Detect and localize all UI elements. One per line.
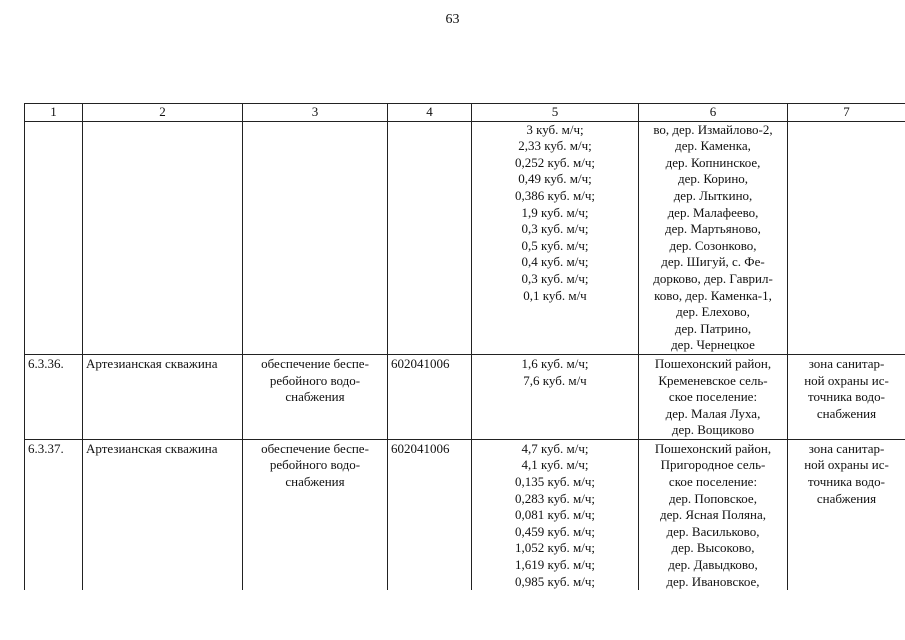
- object-location: Пошехонский район, Пригородное сель- ское поселение: дер. Поповское, дер. Ясная Поляна, дер. Васильково, дер. Высоково, дер. Давыдково, дер. Ивановское,: [639, 439, 788, 590]
- object-capacity: 4,7 куб. м/ч; 4,1 куб. м/ч; 0,135 куб. м/ч; 0,283 куб. м/ч; 0,081 куб. м/ч; 0,459 куб. м/ч; 1,052 куб. м/ч; 1,619 куб. м/ч; 0,985 куб. м/ч;: [472, 439, 639, 590]
- table-row: [25, 121, 905, 354]
- column-header: 2: [83, 104, 243, 122]
- object-zone: зона санитар- ной охраны ис- точника водо- снабжения: [788, 439, 905, 590]
- object-location: Пошехонский район, Кременевское сель- ское поселение: дер. Малая Луха, дер. Вощиково: [639, 354, 788, 439]
- table-row: [25, 439, 905, 590]
- column-header: 3: [243, 104, 388, 122]
- column-header: 7: [788, 104, 905, 122]
- object-name: [83, 121, 243, 354]
- table-row: [25, 354, 905, 439]
- object-capacity: 3 куб. м/ч; 2,33 куб. м/ч; 0,252 куб. м/ч; 0,49 куб. м/ч; 0,386 куб. м/ч; 1,9 куб. м/ч; 0,3 куб. м/ч; 0,5 куб. м/ч; 0,4 куб. м/ч; 0,3 куб. м/ч; 0,1 куб. м/ч: [472, 121, 639, 354]
- object-zone: [788, 121, 905, 354]
- row-number: [25, 121, 83, 354]
- object-location: во, дер. Измайлово-2, дер. Каменка, дер. Копнинское, дер. Корино, дер. Лыткино, дер. Малафеево, дер. Мартьяново, дер. Созонково, дер. Шигуй, с. Фе- дорково, дер. Гаврил- ково, дер. Каменка-1, дер. Елехово, дер. Патрино, дер. Чернецкое: [639, 121, 788, 354]
- row-number: 6.3.36.: [25, 354, 83, 439]
- table-header-row: [25, 104, 905, 122]
- object-purpose: [243, 121, 388, 354]
- column-header: 4: [388, 104, 472, 122]
- column-header: 1: [25, 104, 83, 122]
- object-code: [388, 121, 472, 354]
- object-capacity: 1,6 куб. м/ч; 7,6 куб. м/ч: [472, 354, 639, 439]
- object-name: Артезианская скважина: [83, 354, 243, 439]
- object-name: Артезианская скважина: [83, 439, 243, 590]
- column-header: 5: [472, 104, 639, 122]
- object-code: 602041006: [388, 354, 472, 439]
- page-number: 63: [445, 12, 460, 27]
- object-zone: зона санитар- ной охраны ис- точника водо- снабжения: [788, 354, 905, 439]
- object-purpose: обеспечение беспе- ребойного водо- снабжения: [243, 439, 388, 590]
- registry-table: [24, 103, 905, 590]
- column-header: 6: [639, 104, 788, 122]
- row-number: 6.3.37.: [25, 439, 83, 590]
- object-code: 602041006: [388, 439, 472, 590]
- object-purpose: обеспечение беспе- ребойного водо- снабжения: [243, 354, 388, 439]
